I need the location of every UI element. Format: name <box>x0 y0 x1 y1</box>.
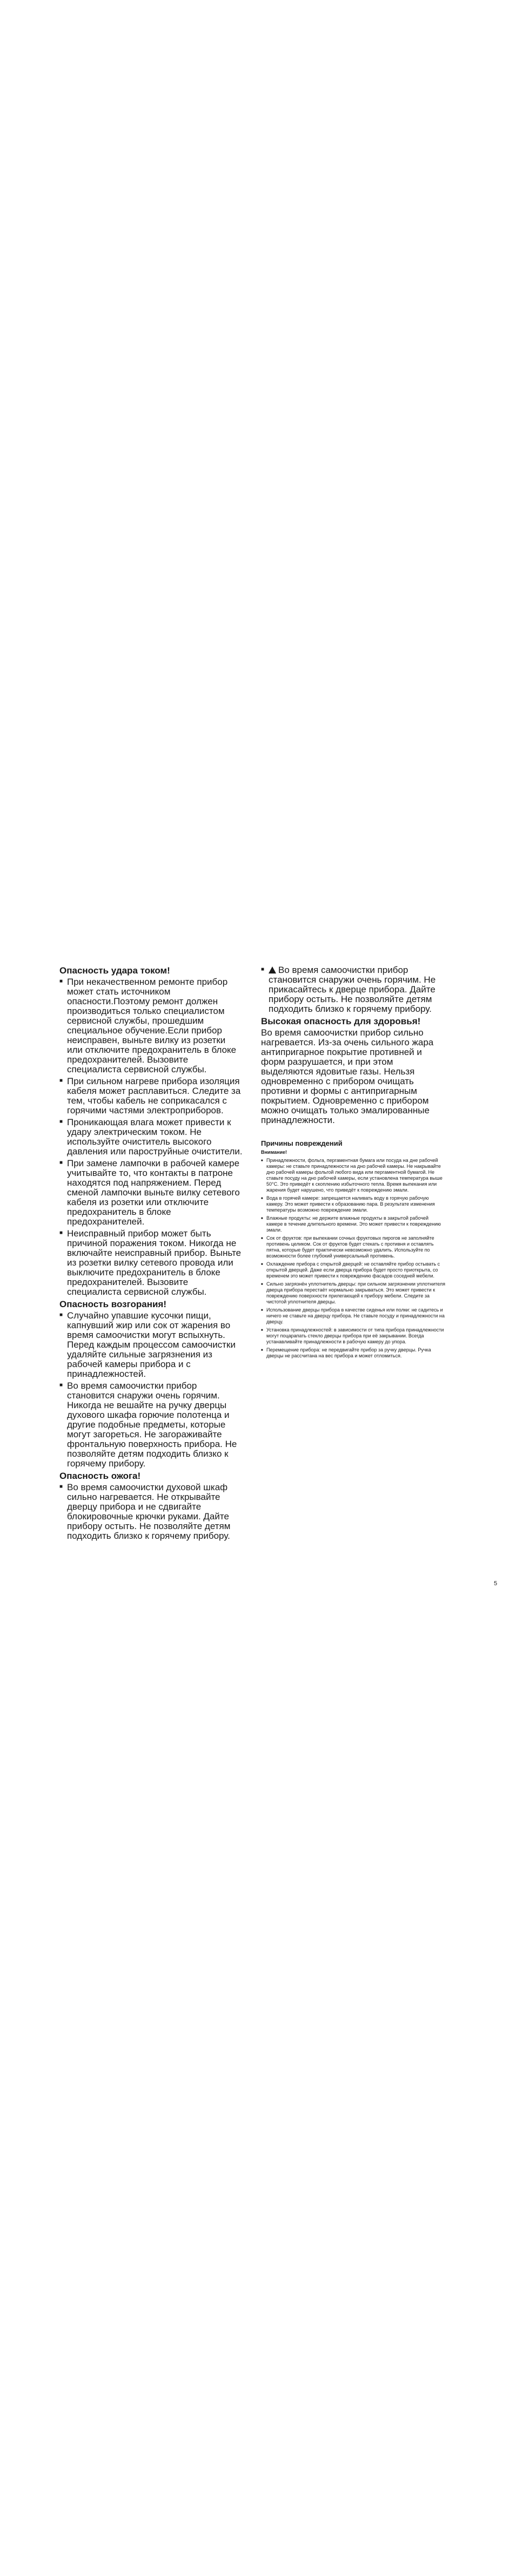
list-item: ■ Во время самоочистки прибор становится снаружи очень горячим. Никогда не вешайте на ручку дверцы духового шкафа горючие полотенца и другие подобные предметы, которые могут загореться. Не загораживайте фронтальную поверхность прибора. Не позволяйте детям подходить близко к горячему прибору. <box>59 1381 243 1469</box>
right-column <box>261 965 446 1361</box>
left-column <box>59 965 243 1543</box>
list-item: ■ Вода в горячей камере: запрещается наливать воду в горячую рабочую камеру. Это может привести к образованию пара. В результате изменения температуры возможно повреждение эмали. <box>261 1195 446 1213</box>
list-item: ■ Проникающая влага может привести к удару электрическим током. Не используйте очиститель высокого давления или пароструйные очистители. <box>59 1118 243 1157</box>
shock-heading: Опасность удара током! <box>59 965 170 976</box>
list-item: ■ При некачественном ремонте прибор может стать источником опасности.Поэтому ремонт должен производиться только специалистом сервисной службы, прошедшим специальное обучение.Если прибор неисправен, выньте вилку из розетки или отключите предохранитель в блоке предохранителей. Вызовите специалиста сервисной службы. <box>59 977 243 1074</box>
list-item: ■ Перемещение прибора: не передвигайте прибор за ручку дверцы. Ручка дверцы не рассчитана на вес прибора и может отломиться. <box>261 1347 446 1359</box>
damage-heading: Причины повреждений <box>261 1139 343 1147</box>
list-item: ■ Охлаждение прибора с открытой дверцей: не оставляйте прибор остывать с открытой дверцей. Даже если дверца прибора будет просто приоткрыта, со временем это может привести к повреждению фасадов соседней мебели. <box>261 1261 446 1279</box>
list-item: ■ Сок от фруктов: при выпекании сочных фруктовых пирогов не заполняйте противень целиком. Сок от фруктов будет стекать с противня и оставлять пятна, которые будет практически невозможно удалить. Используйте по возможности более глубокий универсальный противень. <box>261 1235 446 1259</box>
list-item <box>261 965 446 1014</box>
top-item-text: Во время самоочистки прибор становится снаружи очень горячим. Не прикасайтесь к дверце прибора. Дайте прибору остыть. Не позволяйте детям подходить близко к горячему прибору. <box>269 965 436 1014</box>
list-item: ■ Использование дверцы прибора в качестве сиденья или полки: не садитесь и ничего не ставьте на дверцу прибора. Не ставьте посуду и принадлежности на дверцу. <box>261 1307 446 1325</box>
damage-list <box>261 1158 446 1359</box>
fire-heading: Опасность возгорания! <box>59 1299 166 1309</box>
fire-list <box>59 1311 243 1469</box>
damage-subheading: Внимание! <box>261 1150 287 1155</box>
list-item: ■ Во время самоочистки духовой шкаф сильно нагревается. Не открывайте дверцу прибора и не сдвигайте блокировочные крючки руками. Дайте прибору остыть. Не позволяйте детям подходить близко к горячему прибору. <box>59 1483 243 1541</box>
list-item: ■ Случайно упавшие кусочки пищи, капнувший жир или сок от жарения во время самоочистки могут вспыхнуть. Перед каждым процессом самоочистки удаляйте сильные загрязнения из рабочей камеры прибора и с принадлежностей. <box>59 1311 243 1379</box>
page-number: 5 <box>494 1580 498 1587</box>
health-text: Во время самоочистки прибор сильно нагревается. Из-за очень сильного жара антипригарное покрытие противней и форм разрушается, и при этом выделяются ядовитые газы. Нельзя одновременно с прибором очищать противни и формы с антипригарным покрытием. Одновременно с прибором можно очищать только эмалированные принадлежности. <box>261 1027 434 1125</box>
burn-heading: Опасность ожога! <box>59 1471 141 1481</box>
warning-triangle-icon <box>269 966 276 973</box>
shock-list <box>59 977 243 1297</box>
burn-list <box>59 1483 243 1541</box>
list-item: ■ Влажные продукты: не держите влажные продукты в закрытой рабочей камере в течение длительного времени. Это может привести к повреждению эмали. <box>261 1215 446 1233</box>
list-item: ■ Принадлежности, фольга, пергаментная бумага или посуда на дне рабочей камеры: не ставьте принадлежности на дно рабочей камеры. Не накрывайте дно рабочей камеры фольгой любого вида или пергаментной бумагой. Не ставьте посуду на дно рабочей камеры, если установлена температура выше 50°C. Это приведёт к скоплению избыточного тепла. Время выпекания или жарения будет нарушено, что приведёт к повреждению эмали. <box>261 1158 446 1193</box>
list-item: ■ При замене лампочки в рабочей камере учитывайте то, что контакты в патроне находятся под напряжением. Перед сменой лампочки выньте вилку сетевого кабеля из розетки или отключите предохранитель в блоке предохранителей. <box>59 1159 243 1227</box>
list-item: ■ Сильно загрязнён уплотнитель дверцы: при сильном загрязнении уплотнителя дверца прибора перестаёт нормально закрываться. Это может привести к повреждению поверхности прилегающей к прибору мебели. Следите за чистотой уплотнителя дверцы. <box>261 1281 446 1305</box>
health-heading: Высокая опасность для здоровья! <box>261 1016 421 1026</box>
list-item: ■ Неисправный прибор может быть причиной поражения током. Никогда не включайте неисправный прибор. Выньте из розетки вилку сетевого провода или выключите предохранитель в блоке предохранителей. Вызовите специалиста сервисной службы. <box>59 1229 243 1297</box>
list-item: ■ При сильном нагреве прибора изоляция кабеля может расплавиться. Следите за тем, чтобы кабель не соприкасался с горячими частями электроприборов. <box>59 1077 243 1115</box>
list-item: ■ Установка принадлежностей: в зависимости от типа прибора принадлежности могут поцарапать стекло дверцы прибора при её закрывании. Всегда устанавливайте принадлежности в рабочую камеру до упора. <box>261 1327 446 1345</box>
